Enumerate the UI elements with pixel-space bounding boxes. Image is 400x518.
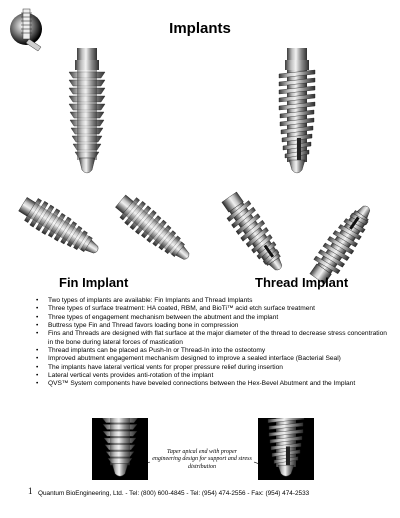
list-item: • Three types of surface treatment: HA coated, RBM, and BioTi™ acid etch surface treatment <box>36 305 388 313</box>
taper-note: Taper apical end with proper engineering design for support and stress distribution <box>152 449 252 470</box>
page-title: Implants <box>169 20 231 37</box>
list-item: • Buttress type Fin and Thread favors loading bone in compression <box>36 322 388 330</box>
list-item: • Lateral vertical vents provides anti-rotation of the implant <box>36 372 388 380</box>
fin-implant-caption: Fin Implant <box>59 275 129 290</box>
list-item: • Thread implants can be placed as Push-In or Thread-In into the osteotomy <box>36 347 388 355</box>
page-number: 1 <box>28 486 33 496</box>
list-item: • Three types of engagement mechanism between the abutment and the implant <box>36 314 388 322</box>
list-item: • Improved abutment engagement mechanism designed to improve a sealed interface (Bacterial Seal) <box>36 355 388 363</box>
list-item: • Fins and Threads are designed with flat surface at the major diameter of the thread to decrease stress concentration in the bone during lateral forces of mastication <box>36 330 388 347</box>
footer-contact: Quantum BioEngineering, Ltd. - Tel: (800) 600-4845 - Tel: (954) 474-2556 - Fax: (954) 474-2533 <box>38 490 310 497</box>
thread-implant-caption: Thread Implant <box>255 275 349 290</box>
list-item: • Two types of implants are available: Fin Implants and Thread Implants <box>36 297 388 305</box>
list-item: • QVS™ System components have beveled connections between the Hex-Bevel Abutment and the Implant <box>36 380 388 388</box>
list-item: • The implants have lateral vertical vents for proper pressure relief during insertion <box>36 364 388 372</box>
